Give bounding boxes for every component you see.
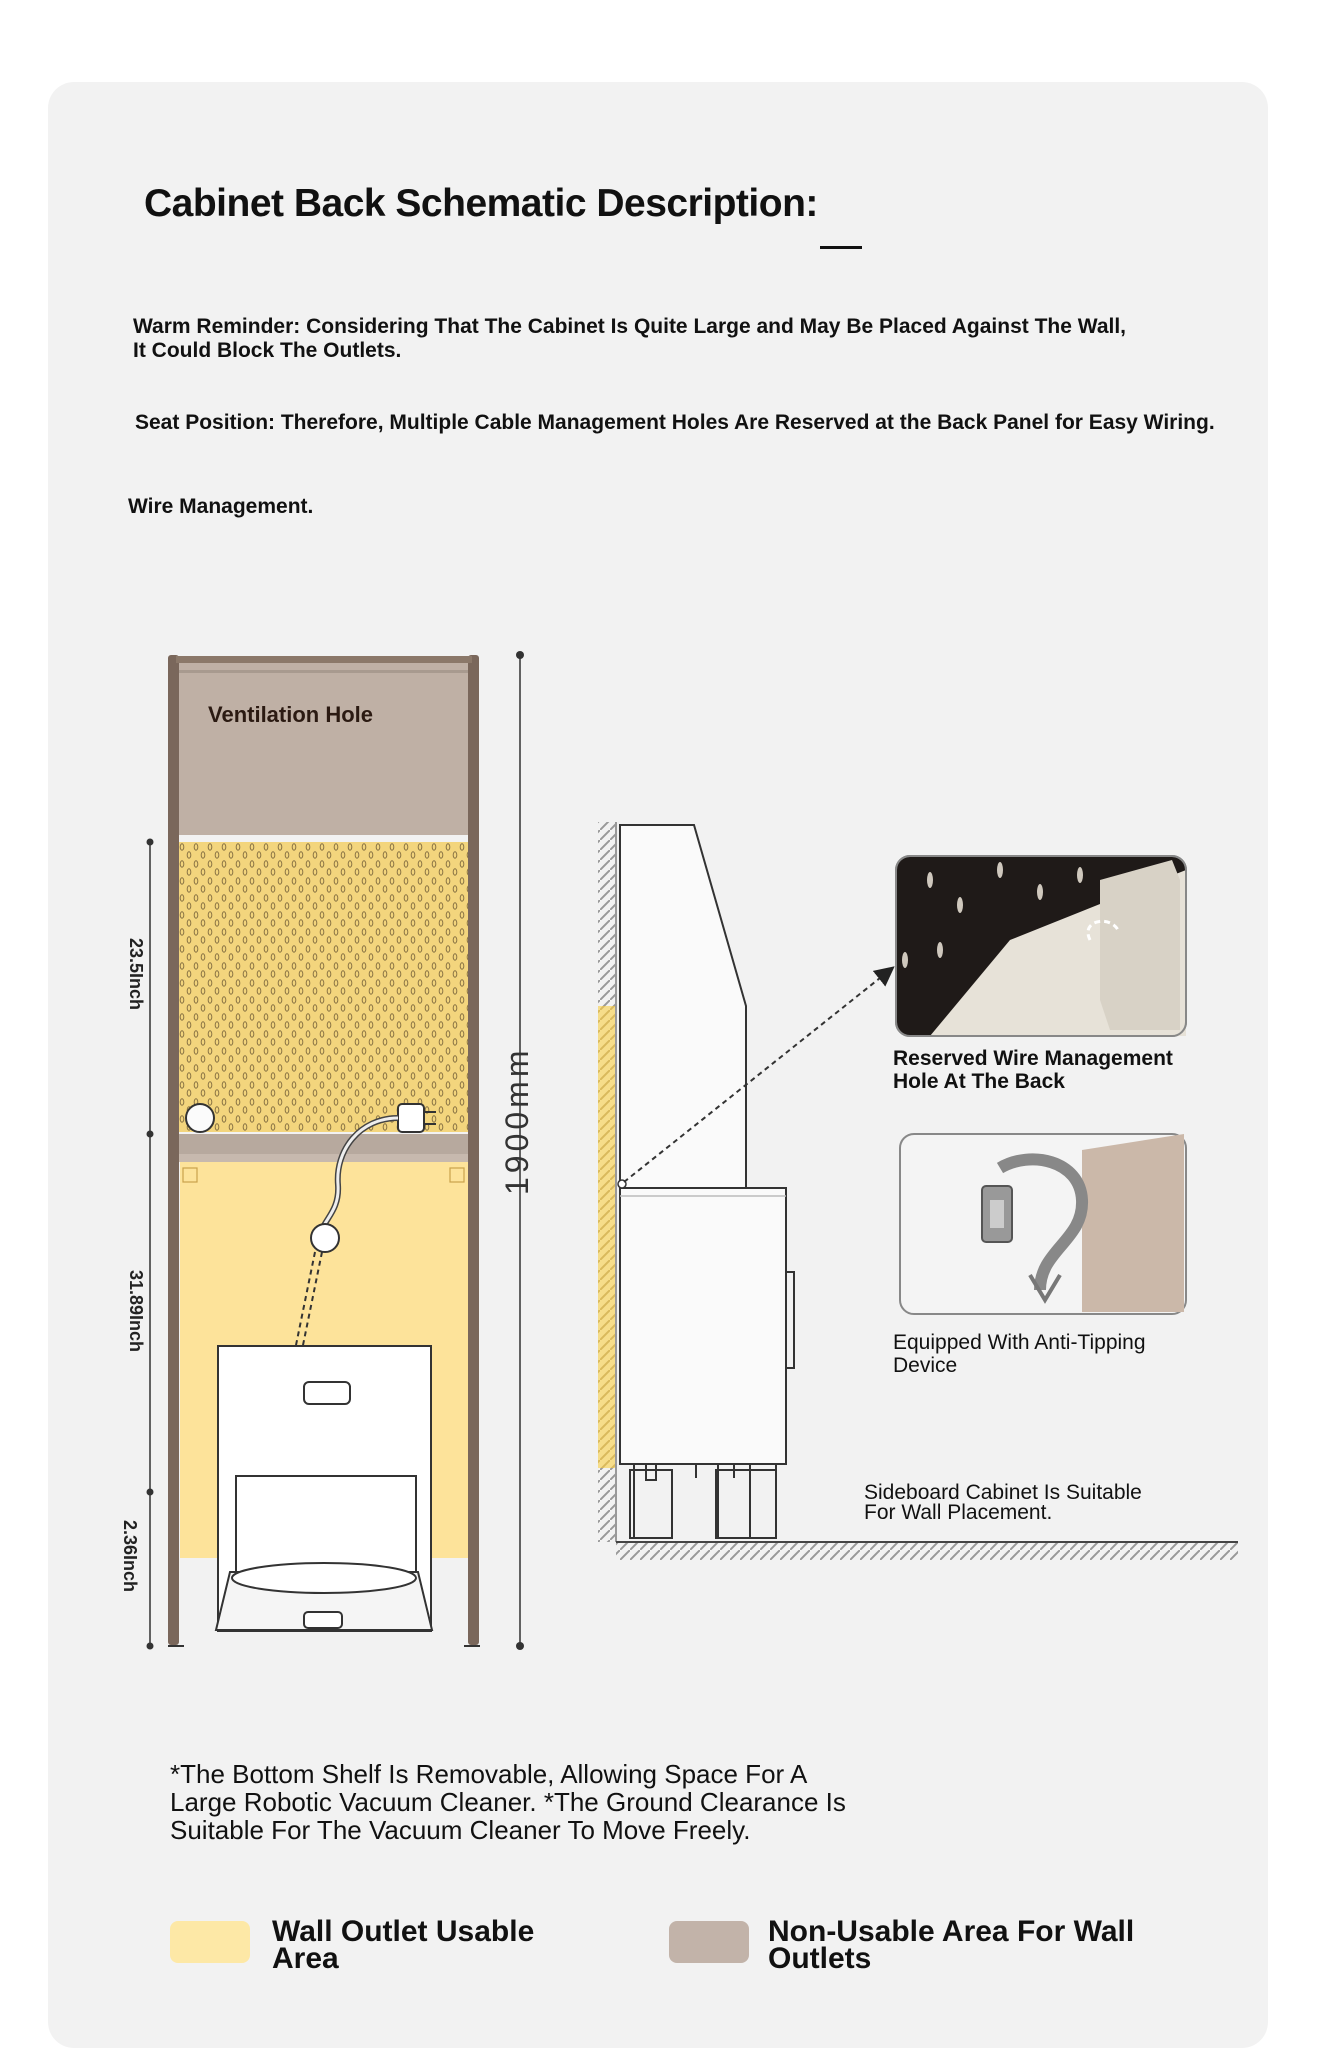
anti-tipping-photo: [900, 1134, 1186, 1314]
wire-hole-caption-2: Hole At The Back: [893, 1070, 1065, 1093]
ventilation-zone: [176, 660, 472, 835]
height-label: 1900mm: [499, 1046, 535, 1195]
ventilation-label: Ventilation Hole: [208, 702, 374, 727]
left-post: [168, 655, 179, 1645]
upper-hutch: [620, 825, 746, 1188]
plug: [398, 1104, 424, 1132]
wall-caption-2: For Wall Placement.: [864, 1501, 1053, 1524]
reminder-line-1: Warm Reminder: Considering That The Cabinet Is Quite Large and May Be Placed Against The Wall,: [133, 315, 1126, 338]
left-outlet: [186, 1104, 214, 1132]
anti-tip-caption-1: Equipped With Anti-Tipping: [893, 1331, 1146, 1354]
right-post: [468, 655, 479, 1645]
wall-caption-1: Sideboard Cabinet Is Suitable: [864, 1481, 1142, 1504]
wire-hole-photo: [896, 856, 1186, 1036]
sideboard-base: [620, 1188, 786, 1464]
left-dimension: [147, 839, 154, 1650]
cable-hole: [311, 1224, 339, 1252]
dim-bottom-label: 2.36Inch: [120, 1520, 140, 1593]
wire-management-text: Wire Management.: [128, 495, 314, 518]
wire-hole-caption-1: Reserved Wire Management: [893, 1047, 1173, 1070]
reminder-line-2: It Could Block The Outlets.: [133, 339, 402, 362]
wall-usable-zone: [598, 1006, 616, 1468]
removable-shelf-note: *The Bottom Shelf Is Removable, Allowing Space For A Large Robotic Vacuum Cleaner. *The Ground Clearance Is Suitable For The Vacuum Cleaner To Move Freely.: [170, 1759, 846, 1845]
seat-position-text: Seat Position: Therefore, Multiple Cable Management Holes Are Reserved at the Back Panel for Easy Wiring.: [135, 411, 1215, 434]
legend-usable-label: Wall Outlet Usable Area: [272, 1915, 535, 1975]
pegboard-zone: [178, 842, 470, 1132]
anti-tip-caption-2: Device: [893, 1354, 958, 1377]
front-view-cabinet: [168, 655, 480, 1646]
floor: [616, 1542, 1238, 1560]
dim-middle-label: 31.89Inch: [126, 1270, 146, 1353]
page-title: Cabinet Back Schematic Description:: [144, 182, 818, 225]
legend-usable-swatch: [170, 1921, 250, 1963]
dim-top-label: 23.5Inch: [126, 938, 146, 1011]
legend-non-usable-label: Non-Usable Area For Wall Outlets: [768, 1915, 1135, 1975]
legend-non-usable-swatch: [669, 1921, 749, 1963]
